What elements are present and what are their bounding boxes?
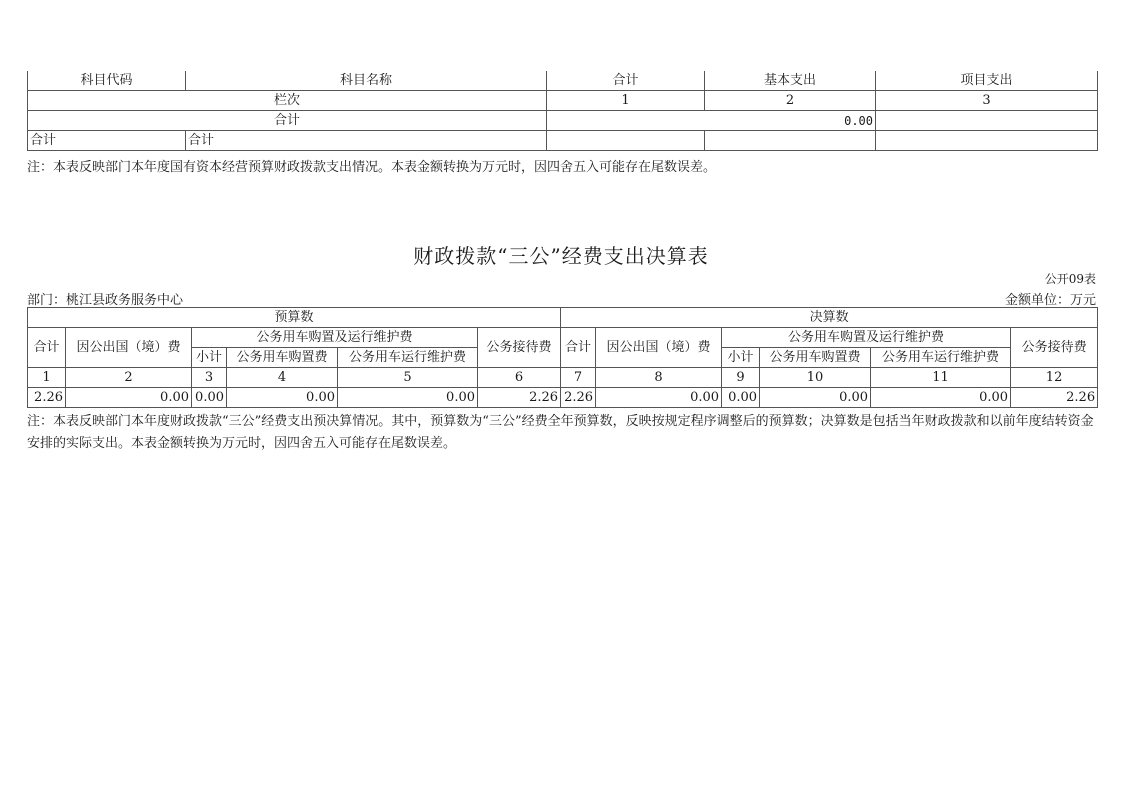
value-cell: 0.00 <box>722 388 760 408</box>
col-number: 9 <box>722 368 760 388</box>
lanci-1: 1 <box>547 91 705 111</box>
col-number: 5 <box>338 368 478 388</box>
value-cell: 0.00 <box>760 388 871 408</box>
header-basic-expenditure: 基本支出 <box>705 71 876 91</box>
header-subject-name: 科目名称 <box>186 71 547 91</box>
table-row <box>28 388 1098 408</box>
header-subtotal: 小计 <box>192 348 227 368</box>
col-number: 2 <box>66 368 192 388</box>
value-cell: 0.00 <box>338 388 478 408</box>
col-number: 10 <box>760 368 871 388</box>
table1-note: 注：本表反映部门本年度国有资本经营预算财政拨款支出情况。本表金额转换为万元时，因四舍五入可能存在尾数误差。 <box>27 160 717 175</box>
department-label: 部门：桃江县政务服务中心 <box>27 293 184 308</box>
col-number: 7 <box>561 368 596 388</box>
group-header-row <box>28 308 1098 328</box>
sum-code: 合计 <box>28 131 186 151</box>
lanci-label: 栏次 <box>28 91 547 111</box>
state-capital-expenditure-table <box>27 71 1098 151</box>
header-car: 公务用车购置及运行维护费 <box>192 328 478 348</box>
header-project-expenditure: 项目支出 <box>876 71 1098 91</box>
header-car-buy: 公务用车购置费 <box>760 348 871 368</box>
empty-cell <box>705 131 876 151</box>
header-reception: 公务接待费 <box>478 328 561 368</box>
group-budget: 预算数 <box>28 308 561 328</box>
header-abroad: 因公出国（境）费 <box>66 328 192 368</box>
value-cell: 2.26 <box>478 388 561 408</box>
header-subtotal: 小计 <box>722 348 760 368</box>
col-number: 8 <box>596 368 722 388</box>
header-abroad: 因公出国（境）费 <box>596 328 722 368</box>
empty-cell <box>876 131 1098 151</box>
total-label: 合计 <box>28 111 547 131</box>
form-code: 公开09表 <box>1044 272 1096 286</box>
header-car-buy: 公务用车购置费 <box>227 348 338 368</box>
header-total: 合计 <box>28 328 66 368</box>
value-cell: 0.00 <box>227 388 338 408</box>
col-number: 11 <box>871 368 1011 388</box>
total-value: 0.00 <box>547 111 876 131</box>
group-final: 决算数 <box>561 308 1098 328</box>
value-cell: 0.00 <box>596 388 722 408</box>
empty-cell <box>547 131 705 151</box>
lanci-3: 3 <box>876 91 1098 111</box>
table-header-row <box>28 71 1098 91</box>
col-number: 4 <box>227 368 338 388</box>
header-total: 合计 <box>547 71 705 91</box>
page-title: 财政拨款“三公”经费支出决算表 <box>413 244 709 268</box>
header-car-run: 公务用车运行维护费 <box>338 348 478 368</box>
amount-unit-label: 金额单位：万元 <box>1004 293 1096 308</box>
value-cell: 0.00 <box>66 388 192 408</box>
table-row <box>28 111 1098 131</box>
col-number: 3 <box>192 368 227 388</box>
col-number: 6 <box>478 368 561 388</box>
sum-name: 合计 <box>186 131 547 151</box>
column-number-row <box>28 368 1098 388</box>
header-row <box>28 328 1098 348</box>
col-number: 12 <box>1011 368 1098 388</box>
header-reception: 公务接待费 <box>1011 328 1098 368</box>
col-number: 1 <box>28 368 66 388</box>
value-cell: 2.26 <box>1011 388 1098 408</box>
header-total: 合计 <box>561 328 596 368</box>
lanci-2: 2 <box>705 91 876 111</box>
value-cell: 2.26 <box>28 388 66 408</box>
three-public-expenses-table <box>27 307 1098 408</box>
value-cell: 0.00 <box>192 388 227 408</box>
table2-note: 注：本表反映部门本年度财政拨款“三公”经费支出预决算情况。其中，预算数为“三公”经费全年预算数，反映按规定程序调整后的预算数；决算数是包括当年财政拨款和以前年度结转资金安排的实际支出。本表金额转换为万元时，因四舍五入可能存在尾数误差。 <box>27 414 1094 451</box>
table-row <box>28 91 1098 111</box>
header-subject-code: 科目代码 <box>28 71 186 91</box>
header-car-run: 公务用车运行维护费 <box>871 348 1011 368</box>
value-cell: 0.00 <box>871 388 1011 408</box>
empty-cell <box>876 111 1098 131</box>
value-cell: 2.26 <box>561 388 596 408</box>
header-car: 公务用车购置及运行维护费 <box>722 328 1011 348</box>
table-row <box>28 131 1098 151</box>
